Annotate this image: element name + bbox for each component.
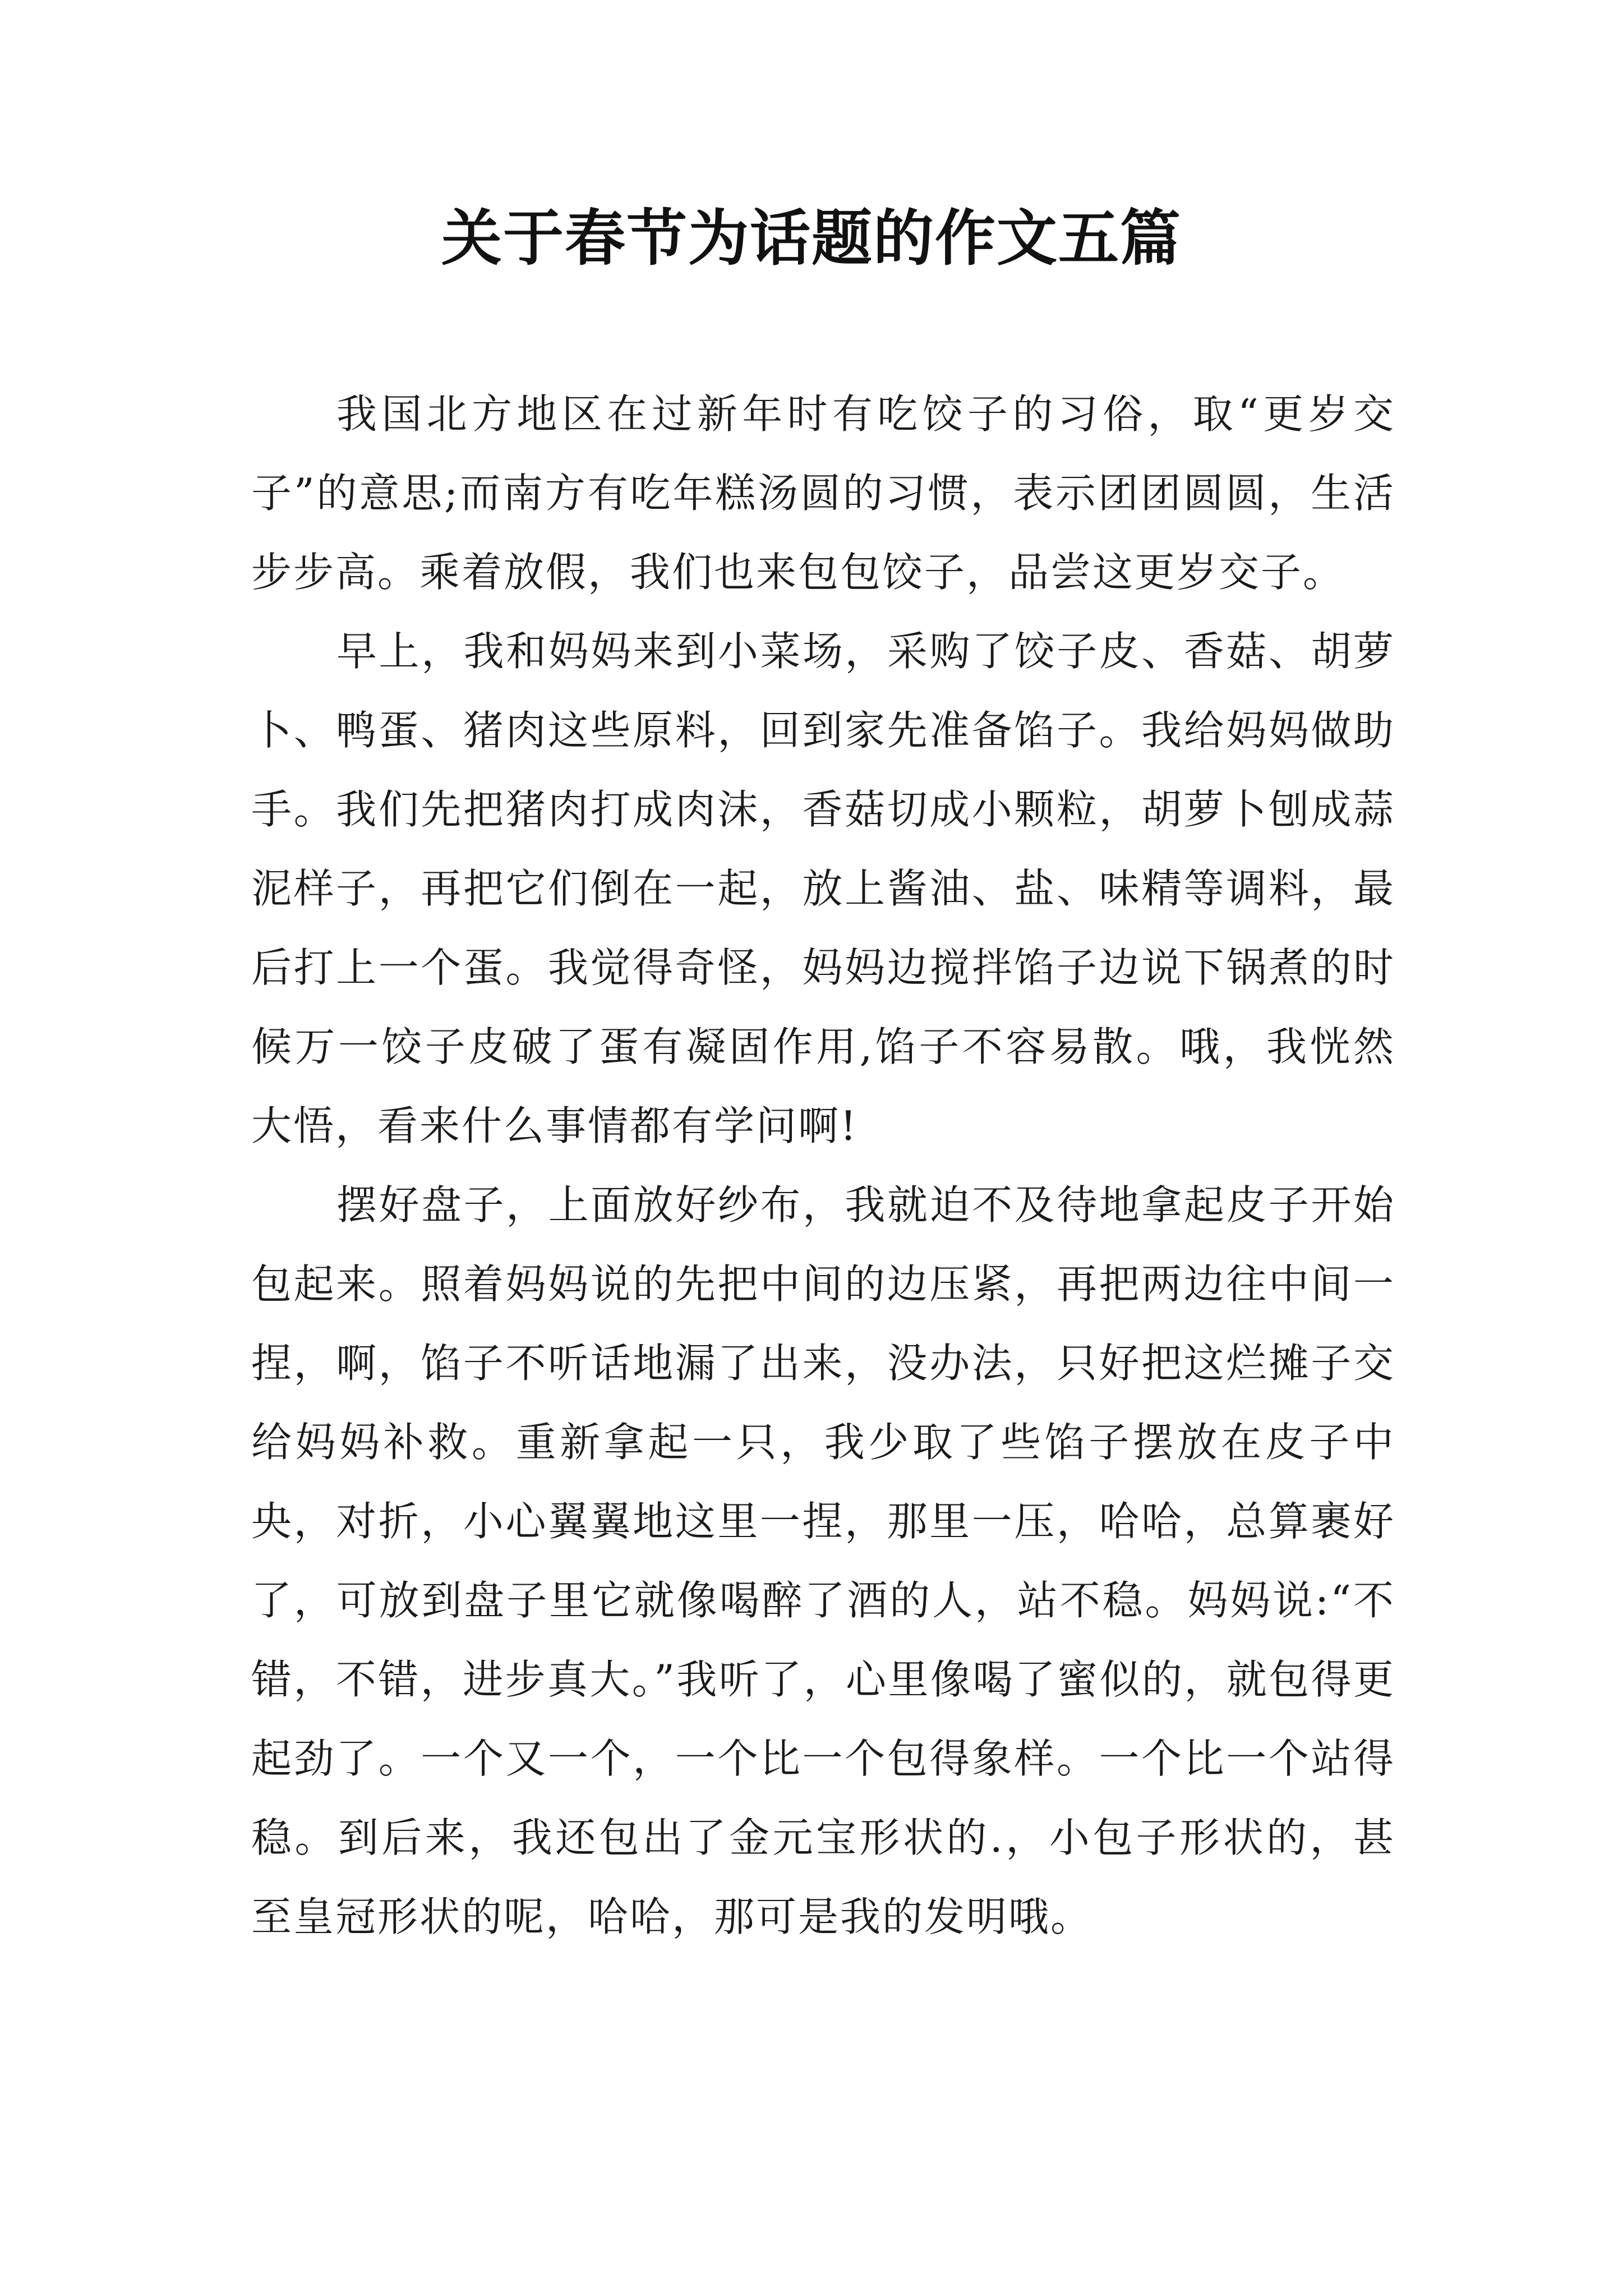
paragraph-2: 早上，我和妈妈来到小菜场，采购了饺子皮、香菇、胡萝卜、鸭蛋、猪肉这些原料，回到家先准备馅子。我给妈妈做助手。我们先把猪肉打成肉沫，香菇切成小颗粒，胡萝卜刨成蒜泥样子，再把它们倒在一起，放上酱油、盐、味精等调料，最后打上一个蛋。我觉得奇怪，妈妈边搅拌馅子边说下锅煮的时候万一饺子皮破了蛋有凝固作用,馅子不容易散。哦，我恍然大悟，看来什么事情都有学问啊! (251, 628, 1395, 1149)
document-title: 关于春节为话题的作文五篇 (441, 203, 1182, 274)
paragraph-3: 摆好盘子，上面放好纱布，我就迫不及待地拿起皮子开始包起来。照着妈妈说的先把中间的边压紧，再把两边往中间一捏，啊，馅子不听话地漏了出来，没办法，只好把这烂摊子交给妈妈补救。重新拿起一只，我少取了些馅子摆放在皮子中央，对折，小心翼翼地这里一捏，那里一压，哈哈，总算裹好了，可放到盘子里它就像喝醉了酒的人，站不稳。妈妈说:“不错，不错，进步真大。”我听了，心里像喝了蜜似的，就包得更起劲了。一个又一个，一个比一个包得象样。一个比一个站得稳。到后来，我还包出了金元宝形状的.，小包子形状的，甚至皇冠形状的呢，哈哈，那可是我的发明哦。 (251, 1181, 1395, 1940)
document-body (251, 375, 1395, 1957)
paragraph-1: 我国北方地区在过新年时有吃饺子的习俗，取“更岁交子”的意思;而南方有吃年糕汤圆的习惯，表示团团圆圆，生活步步高。乘着放假，我们也来包包饺子，品尝这更岁交子。 (251, 390, 1395, 596)
